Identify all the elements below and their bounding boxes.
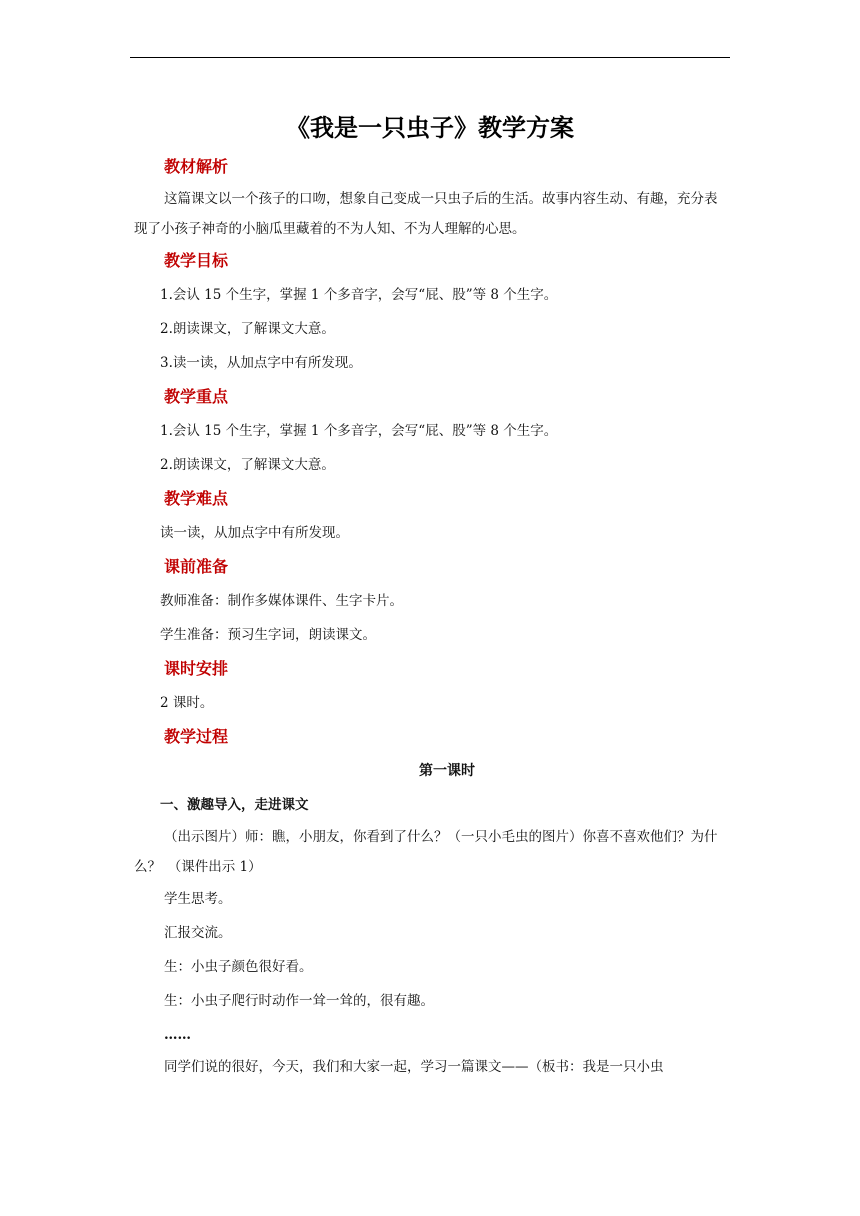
document-title: 《我是一只虫子》教学方案 [286,114,574,142]
part1-paragraph: （出示图片）师：瞧，小朋友，你看到了什么？（一只小毛虫的图片）你喜不喜欢他们？为什么？ （课件出示 1） [134,829,718,875]
process-line: 学生思考。 [164,891,232,907]
goal-item: 2.朗读课文，了解课文大意。 [160,321,335,337]
analysis-paragraph: 这篇课文以一个孩子的口吻，想象自己变成一只虫子后的生活。故事内容生动、有趣，充分表现了小孩子神奇的小脑瓜里藏着的不为人知、不为人理解的心思。 [134,191,718,237]
part1-heading: 一、激趣导入，走进课文 [160,797,309,813]
heading-key-points: 教学重点 [164,387,229,406]
heading-process: 教学过程 [164,727,229,746]
heading-teaching-goals: 教学目标 [164,251,229,270]
heading-textbook-analysis: 教材解析 [164,157,229,176]
document-body [130,150,730,1082]
key-point-item: 2.朗读课文，了解课文大意。 [160,457,335,473]
lesson-title: 第一课时 [419,763,475,779]
goal-item: 3.读一读，从加点字中有所发现。 [160,355,362,371]
process-line: 生：小虫子爬行时动作一耸一耸的，很有趣。 [164,993,434,1009]
prep-teacher: 教师准备：制作多媒体课件、生字卡片。 [160,593,403,609]
heading-difficulty: 教学难点 [164,489,229,508]
closing-paragraph: 同学们说的很好，今天，我们和大家一起，学习一篇课文——（板书：我是一只小虫 [164,1059,664,1075]
heading-schedule: 课时安排 [164,659,229,678]
schedule-text: 2 课时。 [160,695,214,711]
heading-preparation: 课前准备 [164,557,229,576]
process-line: 汇报交流。 [164,925,232,941]
prep-student: 学生准备：预习生字词，朗读课文。 [160,627,376,643]
ellipsis-line: …… [164,1027,191,1043]
goal-item: 1.会认 15 个生字，掌握 1 个多音字，会写“屁、股”等 8 个生字。 [160,287,558,303]
process-line: 生：小虫子颜色很好看。 [164,959,313,975]
header-rule [130,57,730,58]
key-point-item: 1.会认 15 个生字，掌握 1 个多音字，会写“屁、股”等 8 个生字。 [160,423,558,439]
difficulty-text: 读一读，从加点字中有所发现。 [160,525,349,541]
